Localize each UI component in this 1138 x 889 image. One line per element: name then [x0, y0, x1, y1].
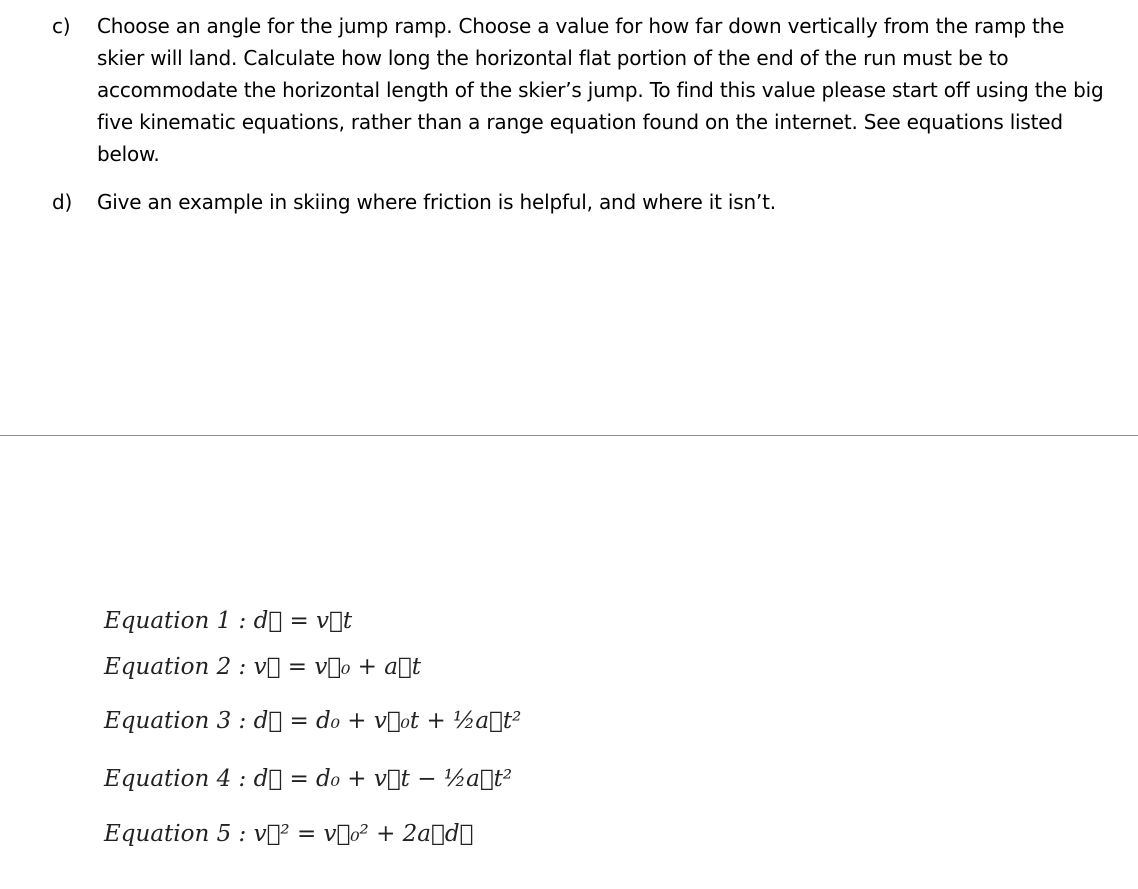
equation-label: Equation 3 : [104, 708, 247, 734]
equation-4 [104, 766, 512, 792]
equation-formula: d⃗ = d₀ + v⃗₀t + ½a⃗t² [253, 708, 522, 734]
equation-formula: d⃗ = v⃗t [253, 608, 353, 634]
equation-5 [104, 821, 473, 847]
equation-label: Equation 4 : [104, 766, 247, 792]
equation-3 [104, 708, 521, 734]
equation-2 [104, 654, 421, 680]
item-text: Choose an angle for the jump ramp. Choose a value for how far down vertically from the ramp the skier will land. Calculate how long the horizontal flat portion of the end of the run must be to accommodate the horizontal length of the skier’s jump. To find this value please start off using the big five kinematic equations, rather than a range equation found on the internet. See equations listed below. [97, 14, 1104, 166]
equation-formula: v⃗² = v⃗₀² + 2a⃗d⃗ [253, 821, 474, 847]
equation-label: Equation 1 : [104, 608, 247, 634]
question-item-c [52, 10, 1112, 170]
item-letter: d) [52, 190, 73, 214]
equation-formula: d⃗ = d₀ + v⃗t − ½a⃗t² [253, 766, 513, 792]
page-divider [0, 435, 1138, 436]
question-item-d [52, 186, 1112, 218]
equation-label: Equation 5 : [104, 821, 247, 847]
equation-1 [104, 608, 352, 634]
item-text: Give an example in skiing where friction is helpful, and where it isn’t. [97, 190, 776, 214]
equation-label: Equation 2 : [104, 654, 247, 680]
item-letter: c) [52, 14, 71, 38]
equation-formula: v⃗ = v⃗₀ + a⃗t [253, 654, 421, 680]
